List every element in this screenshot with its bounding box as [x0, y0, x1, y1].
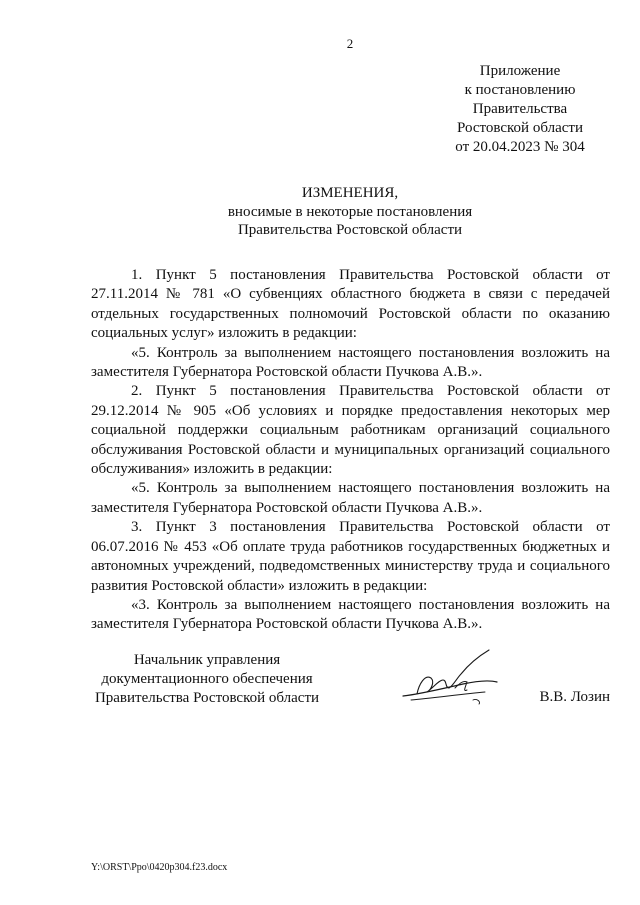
appendix-date-number: от 20.04.2023 № 304: [455, 139, 585, 155]
signatory-position-line: Правительства Ростовской области: [94, 690, 320, 706]
appendix-line: к постановлению: [464, 82, 576, 98]
signatory-position-line: Начальник управления: [133, 652, 281, 668]
handwritten-signature: [393, 644, 513, 719]
title-heading: ИЗМЕНЕНИЯ,: [301, 185, 399, 201]
file-path: Y:\ORST\Ppo\0420p304.f23.docx: [91, 862, 228, 873]
paragraph-item-1: 1. Пункт 5 постановления Правительства Ростовской области от 27.11.2014 № 781 «О субвенциях областного бюджета в связи с передачей отдельных государственных полномочий Ростовской области по оказанию социальных услуг» изложить в редакции:: [91, 267, 610, 342]
document-body: [91, 266, 610, 635]
title-subtitle: Правительства Ростовской области: [237, 222, 463, 238]
page-number: 2: [346, 36, 354, 51]
paragraph-quote-2: «5. Контроль за выполнением настоящего постановления возложить на заместителя Губернатора Ростовской области Пучкова А.В.».: [91, 480, 610, 516]
signatory-position: [91, 651, 323, 708]
paragraph-quote-1: «5. Контроль за выполнением настоящего постановления возложить на заместителя Губернатора Ростовской области Пучкова А.В.».: [91, 344, 610, 381]
paragraph-quote-3: «3. Контроль за выполнением настоящего постановления возложить на заместителя Губернатора Ростовской области Пучкова А.В.».: [91, 596, 610, 633]
appendix-line: Правительства: [472, 101, 568, 117]
appendix-line: Ростовской области: [457, 120, 583, 136]
document-title: [150, 184, 550, 240]
paragraph-item-3: 3. Пункт 3 постановления Правительства Ростовской области от 06.07.2016 № 453 «Об оплате труда работников государственных бюджетных и автономных учреждений, подведомственных министерству труда и социального развития Ростовской области» изложить в редакции:: [91, 519, 610, 594]
appendix-line: Приложение: [479, 63, 561, 79]
signature-graphic: [393, 644, 513, 714]
signatory-position-line: документационного обеспечения: [101, 671, 313, 687]
paragraph-item-2: 2. Пункт 5 постановления Правительства Ростовской области от 29.12.2014 № 905 «Об условиях и порядке предоставления некоторых мер социальной поддержки социальным работникам организаций социального обслуживания Ростовской области и муниципальных организаций социального обслуживания» изложить в редакции:: [91, 383, 610, 478]
signatory-name: В.В. Лозин: [539, 689, 610, 705]
appendix-block: [440, 62, 600, 157]
title-subtitle: вносимые в некоторые постановления: [227, 203, 473, 220]
